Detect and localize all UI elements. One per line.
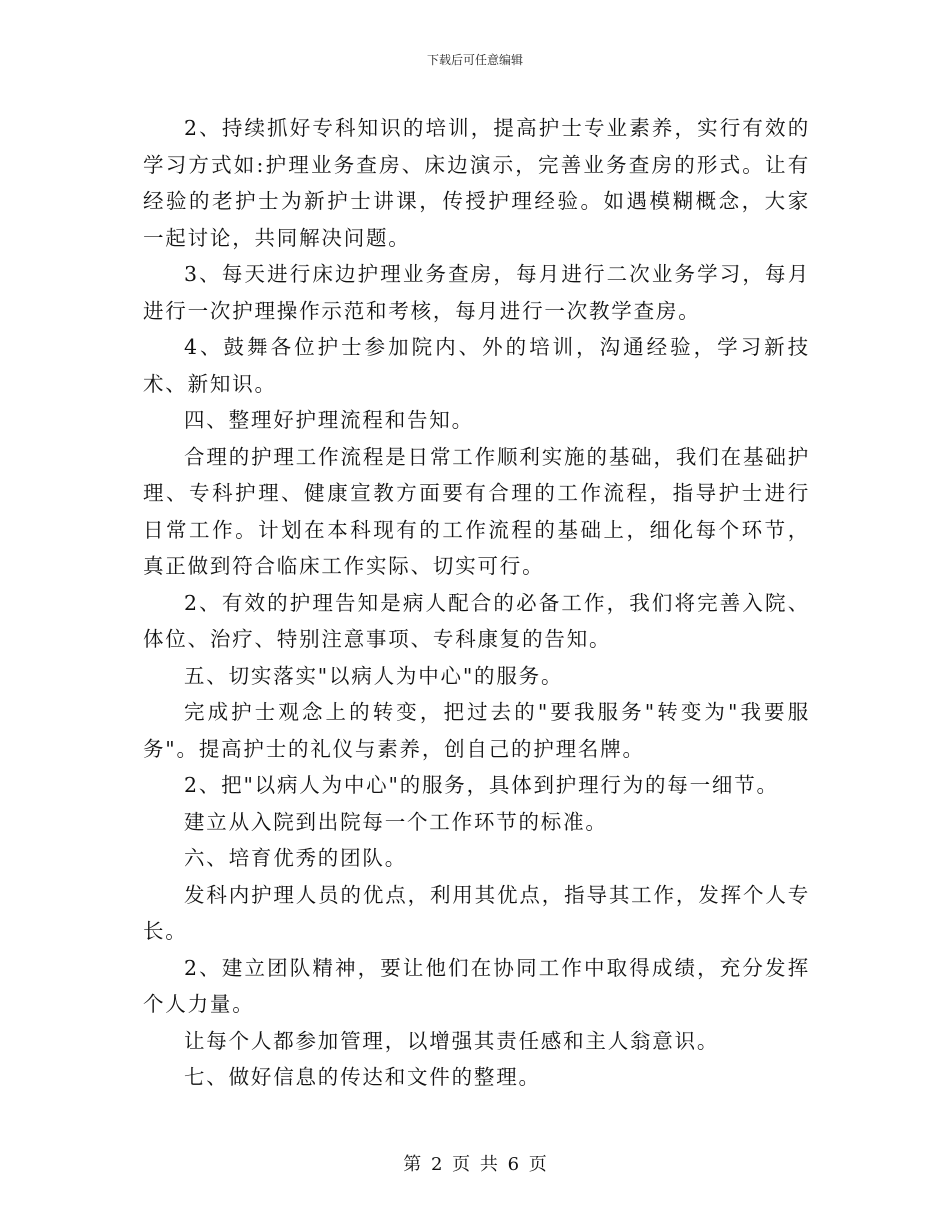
section-heading: 七、做好信息的传达和文件的整理。 xyxy=(184,1065,541,1089)
paragraph: 2、建立团队精神，要让他们在协同工作中取得成绩，充分发挥个人力量。 xyxy=(143,955,810,1016)
paragraph: 4、鼓舞各位护士参加院内、外的培训，沟通经验，学习新技术、新知识。 xyxy=(143,335,810,396)
paragraph: 合理的护理工作流程是日常工作顺利实施的基础，我们在基础护理、专科护理、健康宣教方面要有合理的工作流程，指导护士进行日常工作。计划在本科现有的工作流程的基础上，细化每个环节，真正做到符合临床工作实际、切实可行。 xyxy=(143,444,810,578)
paragraph: 3、每天进行床边护理业务查房，每月进行二次业务学习，每月进行一次护理操作示范和考核，每月进行一次教学查房。 xyxy=(143,262,810,323)
section-heading: 四、整理好护理流程和告知。 xyxy=(184,408,474,432)
paragraph: 2、持续抓好专科知识的培训，提高护士专业素养，实行有效的学习方式如:护理业务查房、床边演示，完善业务查房的形式。让有经验的老护士为新护士讲课，传授护理经验。如遇模糊概念，大家一起讨论，共同解决问题。 xyxy=(143,116,810,250)
page-header: 下载后可任意编辑 xyxy=(426,53,523,67)
paragraph: 完成护士观念上的转变，把过去的"要我服务"转变为"我要服务"。提高护士的礼仪与素养，创自己的护理名牌。 xyxy=(143,700,810,761)
paragraph: 2、有效的护理告知是病人配合的必备工作，我们将完善入院、体位、治疗、特别注意事项、专科康复的告知。 xyxy=(143,590,810,651)
paragraph: 2、把"以病人为中心"的服务，具体到护理行为的每一细节。 xyxy=(184,773,779,797)
paragraph: 建立从入院到出院每一个工作环节的标准。 xyxy=(184,809,608,834)
document-body xyxy=(143,110,810,1096)
paragraph: 发科内护理人员的优点，利用其优点，指导其工作，发挥个人专长。 xyxy=(143,882,810,943)
section-heading: 五、切实落实"以病人为中心"的服务。 xyxy=(184,663,564,688)
section-heading: 六、培育优秀的团队。 xyxy=(184,846,407,870)
paragraph: 让每个人都参加管理，以增强其责任感和主人翁意识。 xyxy=(184,1028,720,1053)
page-number-footer: 第 2 页 共 6 页 xyxy=(403,1154,547,1175)
